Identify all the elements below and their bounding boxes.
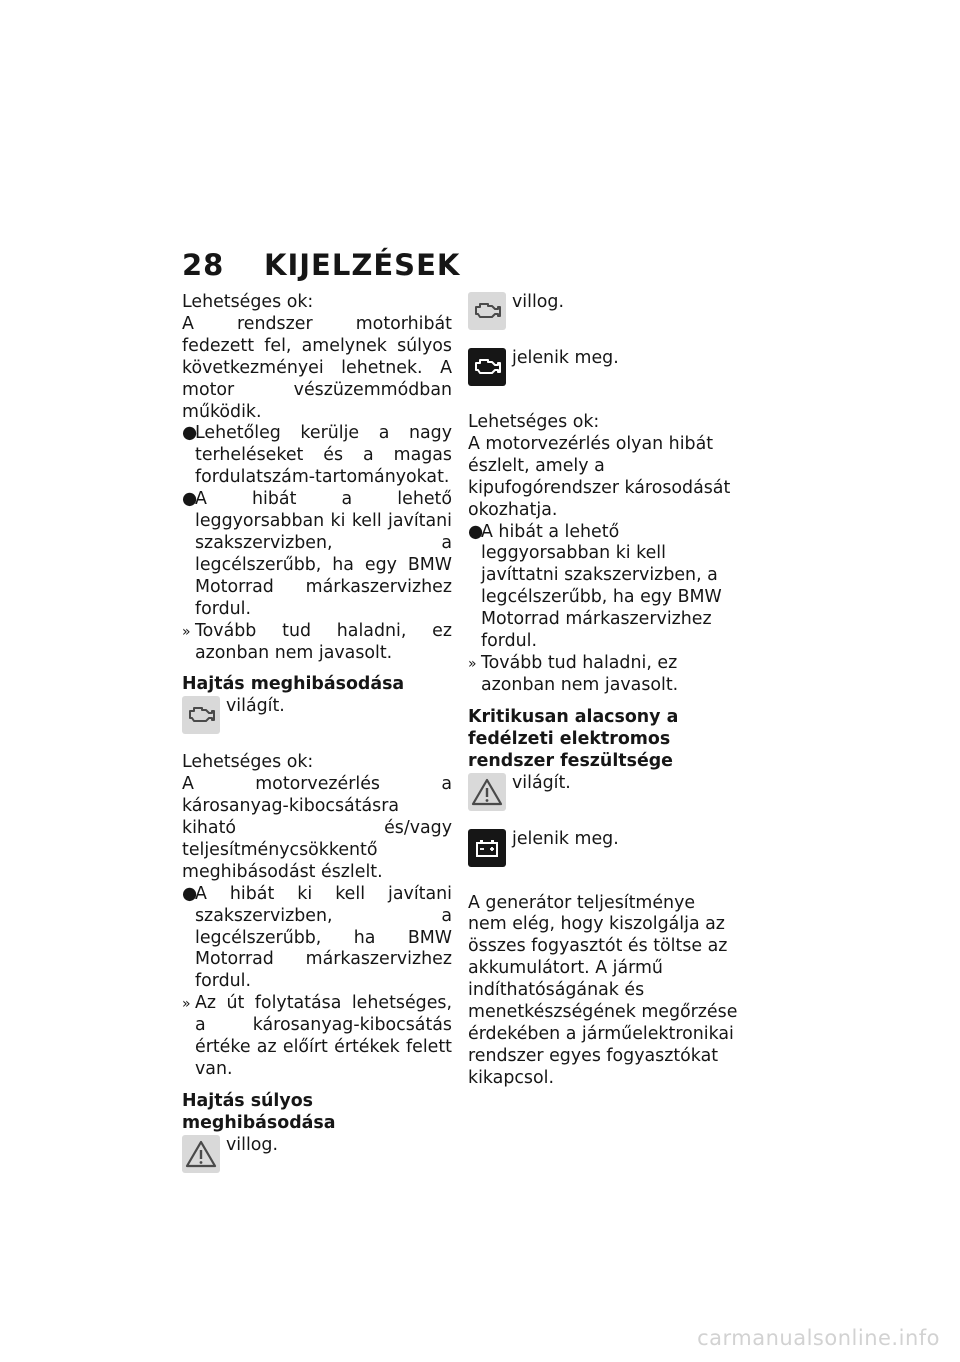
indicator-row	[468, 348, 738, 400]
indicator-text: villog.	[226, 1134, 278, 1155]
result-text: Tovább tud haladni, ez azonban nem javasolt.	[481, 652, 679, 695]
engine-warning-icon	[182, 696, 220, 734]
indicator-row	[182, 696, 452, 748]
arrow-marker: »	[182, 996, 191, 1013]
bullet-item	[182, 423, 452, 489]
cause-text: A motorvezérlés a károsanyag-kibocsátásra kiható és/vagy teljesítménycsökkentő meghibásodást észlelt.	[182, 774, 452, 882]
indicator-row	[468, 773, 738, 825]
right-column	[468, 292, 738, 1090]
bullet-item	[468, 522, 738, 653]
page-number: 28	[182, 248, 225, 282]
bullet-text: Lehetőleg kerülje a nagy terheléseket és a magas fordulatszám-tartományokat.	[195, 423, 452, 488]
result-item	[468, 653, 738, 697]
section-heading: Hajtás súlyos meghibásodása	[182, 1090, 336, 1133]
cause-text: A motorvezérlés olyan hibát észlelt, amely a kipufogórendszer károsodását okozhatja.	[468, 433, 731, 520]
battery-icon	[468, 829, 506, 867]
bullet-marker: ●	[182, 883, 198, 904]
cause-label: Lehetséges ok:	[182, 752, 314, 773]
bullet-marker: ●	[182, 423, 198, 444]
bullet-text: A hibát a lehető leggyorsabban ki kell javíttatni szakszervizben, a legcélszerűbb, ha egy BMW Motorrad márkaszervizhez fordul.	[481, 521, 722, 652]
bullet-text: A hibát ki kell javítani szakszervizben, a legcélszerűbb, ha BMW Motorrad márkaszervizhez fordul.	[195, 883, 452, 992]
warning-triangle-icon	[468, 773, 506, 811]
bullet-item	[182, 884, 452, 994]
result-text: Az út folytatása lehetséges, a károsanyag-kibocsátás értéke az előírt értékek felett van.	[195, 993, 452, 1079]
cause-label: Lehetséges ok:	[468, 412, 600, 432]
result-text: Tovább tud haladni, ez azonban nem javasolt.	[195, 620, 452, 663]
indicator-row	[468, 829, 738, 881]
result-item	[182, 621, 452, 665]
bullet-item	[182, 489, 452, 620]
indicator-row	[182, 1135, 452, 1187]
arrow-marker: »	[182, 623, 191, 640]
indicator-text: jelenik meg.	[512, 348, 619, 368]
indicator-text: világít.	[226, 696, 285, 717]
watermark: carmanualsonline.info	[697, 1326, 940, 1350]
section-heading: Hajtás meghibásodása	[182, 674, 405, 695]
bullet-text: A hibát a lehető leggyorsabban ki kell javítani szakszervizben, a legcélszerűbb, ha egy BMW Motorrad márkaszervizhez fordul.	[195, 489, 452, 619]
left-column	[182, 292, 452, 1191]
indicator-text: világít.	[512, 772, 571, 793]
engine-warning-icon	[468, 292, 506, 330]
bullet-marker: ●	[468, 521, 484, 542]
page-header	[182, 248, 460, 282]
indicator-row	[468, 292, 738, 344]
page-title: KIJELZÉSEK	[264, 248, 461, 282]
cause-text: A rendszer motorhibát fedezett fel, amelynek súlyos következményei lehetnek. A motor vészüzemmódban működik.	[182, 313, 452, 422]
cause-label: Lehetséges ok:	[182, 292, 314, 312]
cause-text: A generátor teljesítménye nem elég, hogy kiszolgálja az összes fogyasztót és töltse az akkumulátort. A jármű indíthatóságának és menetkészségének megőrzése érdekében a járműelektronikai rendszer egyes fogyasztókat kikapcsol.	[468, 892, 738, 1088]
warning-triangle-icon	[182, 1135, 220, 1173]
indicator-text: villog.	[512, 292, 564, 312]
indicator-text: jelenik meg.	[512, 828, 619, 849]
section-heading: Kritikusan alacsony a fedélzeti elektromos rendszer feszültsége	[468, 706, 679, 771]
bullet-marker: ●	[182, 489, 198, 510]
engine-warning-dark-icon	[468, 348, 506, 386]
result-item	[182, 993, 452, 1081]
arrow-marker: »	[468, 655, 477, 672]
